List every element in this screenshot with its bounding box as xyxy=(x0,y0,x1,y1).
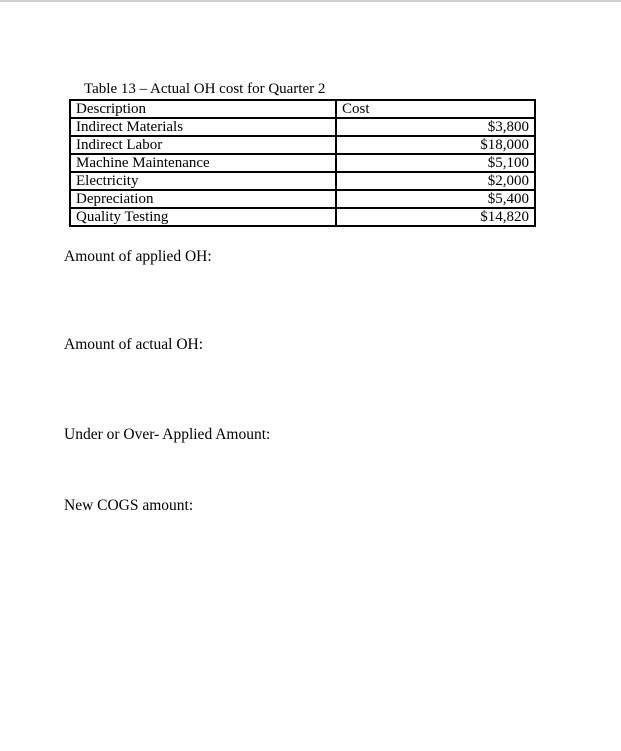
row-description: Machine Maintenance xyxy=(70,154,336,172)
row-cost: $14,820 xyxy=(336,208,535,226)
row-description: Quality Testing xyxy=(70,208,336,226)
row-description: Indirect Labor xyxy=(70,136,336,154)
overhead-cost-table xyxy=(69,99,536,227)
table-header-row xyxy=(70,100,535,118)
table-row xyxy=(70,154,535,172)
new-cogs-prompt: New COGS amount: xyxy=(64,497,194,514)
table-row xyxy=(70,208,535,226)
actual-oh-prompt: Amount of actual OH: xyxy=(64,336,204,353)
header-description: Description xyxy=(70,100,336,118)
row-cost: $5,100 xyxy=(336,154,535,172)
row-description: Indirect Materials xyxy=(70,118,336,136)
row-cost: $2,000 xyxy=(336,172,535,190)
top-divider xyxy=(0,0,621,2)
table-row xyxy=(70,190,535,208)
row-description: Electricity xyxy=(70,172,336,190)
under-over-applied-prompt: Under or Over- Applied Amount: xyxy=(64,426,271,443)
row-cost: $3,800 xyxy=(336,118,535,136)
header-cost: Cost xyxy=(336,100,535,118)
row-cost: $5,400 xyxy=(336,190,535,208)
table-caption: Table 13 – Actual OH cost for Quarter 2 xyxy=(84,81,326,97)
table-row xyxy=(70,172,535,190)
table-row xyxy=(70,136,535,154)
table-row xyxy=(70,118,535,136)
applied-oh-prompt: Amount of applied OH: xyxy=(64,248,212,265)
row-description: Depreciation xyxy=(70,190,336,208)
row-cost: $18,000 xyxy=(336,136,535,154)
